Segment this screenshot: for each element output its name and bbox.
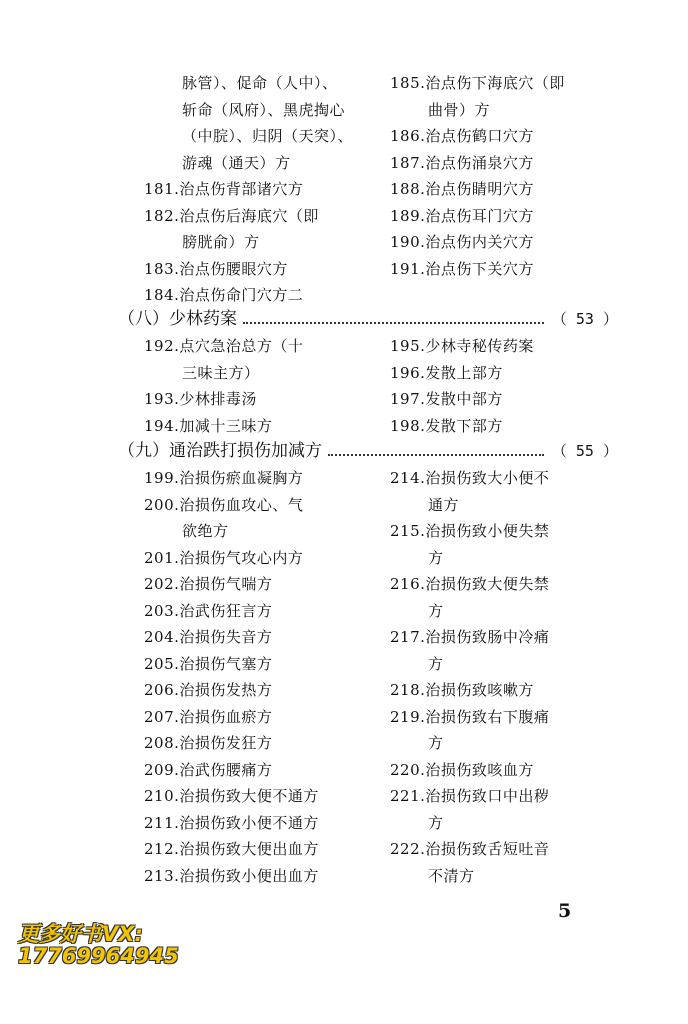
toc-entry: 186.治点伤鹤口穴方 xyxy=(390,127,534,145)
toc-entry-continuation: 通方 xyxy=(428,495,460,514)
toc-entry: 188.治点伤睛明穴方 xyxy=(390,180,534,198)
section-heading-9 xyxy=(118,438,618,464)
toc-entry: 204.治损伤失音方 xyxy=(144,628,273,646)
toc-entry-continuation: 方 xyxy=(428,548,444,567)
toc-entry: 216.治损伤致大便失禁 xyxy=(390,575,550,593)
toc-entry: 193.少林排毒汤 xyxy=(144,390,257,408)
toc-entry: 217.治损伤致肠中冷痛 xyxy=(390,628,550,646)
dot-leader xyxy=(243,320,544,324)
toc-entry: 184.治点伤命门穴方二 xyxy=(144,286,304,304)
toc-entry: 206.治损伤发热方 xyxy=(144,681,273,699)
toc-entry-continuation: 方 xyxy=(428,601,444,620)
toc-entry: 189.治点伤耳门穴方 xyxy=(390,206,534,225)
toc-entry-continuation: 方 xyxy=(428,654,444,673)
toc-column-top-right xyxy=(390,70,565,282)
toc-column-mid-right xyxy=(390,333,534,439)
toc-entry: 202.治损伤气喘方 xyxy=(144,575,273,593)
toc-entry: 191.治点伤下关穴方 xyxy=(390,259,534,278)
toc-entry: 195.少林寺秘传药案 xyxy=(390,337,534,355)
toc-entry: 213.治损伤致小便出血方 xyxy=(144,866,319,885)
toc-entry: 187.治点伤涌泉穴方 xyxy=(390,153,534,172)
toc-entry-continuation: 曲骨）方 xyxy=(428,100,491,119)
toc-entry: 219.治损伤致右下腹痛 xyxy=(390,707,550,726)
toc-entry: 198.发散下部方 xyxy=(390,416,503,435)
toc-entry: 222.治损伤致舌短吐音 xyxy=(390,840,550,858)
toc-entry-continuation: 脉管）、促命（人中）、 xyxy=(182,74,338,92)
toc-entry-continuation: 三味主方） xyxy=(182,363,260,382)
toc-entry-continuation: （中脘）、归阴（天突）、 xyxy=(182,127,354,145)
toc-entry: 212.治损伤致大便出血方 xyxy=(144,840,319,858)
toc-entry: 194.加减十三味方 xyxy=(144,416,273,435)
toc-entry: 200.治损伤血攻心、气 xyxy=(144,495,304,514)
toc-entry: 205.治损伤气塞方 xyxy=(144,654,273,673)
toc-entry: 220.治损伤致咳血方 xyxy=(390,760,534,779)
toc-entry: 182.治点伤后海底穴（即 xyxy=(144,206,319,225)
toc-entry: 197.发散中部方 xyxy=(390,390,503,408)
section-heading-8 xyxy=(118,306,618,332)
toc-column-top-left xyxy=(144,70,353,309)
toc-entry: 199.治损伤瘀血凝胸方 xyxy=(144,469,304,487)
toc-entry-continuation: 方 xyxy=(428,734,444,752)
toc-entry: 201.治损伤气攻心内方 xyxy=(144,548,304,567)
toc-entry: 211.治损伤致小便不通方 xyxy=(144,813,319,832)
page-number: 5 xyxy=(558,900,572,922)
toc-entry: 203.治武伤狂言方 xyxy=(144,601,273,620)
toc-entry-continuation: 游魂（通天）方 xyxy=(182,153,291,172)
toc-entry: 196.发散上部方 xyxy=(390,363,503,382)
dot-leader xyxy=(328,452,544,456)
toc-entry: 207.治损伤血瘀方 xyxy=(144,707,273,726)
toc-entry: 214.治损伤致大小便不 xyxy=(390,469,550,487)
toc-entry: 185.治点伤下海底穴（即 xyxy=(390,74,565,92)
toc-column-bottom-right xyxy=(390,465,549,889)
toc-entry: 183.治点伤腰眼穴方 xyxy=(144,259,288,278)
toc-column-mid-left xyxy=(144,333,303,439)
toc-entry: 190.治点伤内关穴方 xyxy=(390,233,534,251)
toc-entry: 215.治损伤致小便失禁 xyxy=(390,522,550,540)
watermark-line-1: 更多好书VX: xyxy=(18,922,143,946)
toc-entry: 221.治损伤致口中出秽 xyxy=(390,787,550,805)
section-page-number: （ 55 ） xyxy=(551,442,618,460)
toc-entry: 208.治损伤发狂方 xyxy=(144,734,273,752)
section-page-number: （ 53 ） xyxy=(551,310,618,328)
watermark-line-2: 17769964945 xyxy=(18,944,179,968)
toc-entry: 181.治点伤背部诸穴方 xyxy=(144,180,304,198)
toc-entry: 218.治损伤致咳嗽方 xyxy=(390,681,534,699)
toc-entry-continuation: 方 xyxy=(428,813,444,832)
toc-entry-continuation: 欲绝方 xyxy=(182,522,229,540)
toc-entry: 192.点穴急治总方（十 xyxy=(144,337,304,355)
toc-entry-continuation: 斩命（风府）、黑虎掏心 xyxy=(182,100,346,119)
section-title: （八）少林药案 xyxy=(118,309,237,329)
toc-entry: 210.治损伤致大便不通方 xyxy=(144,787,319,805)
toc-entry-continuation: 膀胱俞）方 xyxy=(182,233,260,251)
section-title: （九）通治跌打损伤加减方 xyxy=(118,441,322,461)
toc-entry-continuation: 不清方 xyxy=(428,866,475,885)
toc-column-bottom-left xyxy=(144,465,319,889)
toc-entry: 209.治武伤腰痛方 xyxy=(144,760,273,779)
